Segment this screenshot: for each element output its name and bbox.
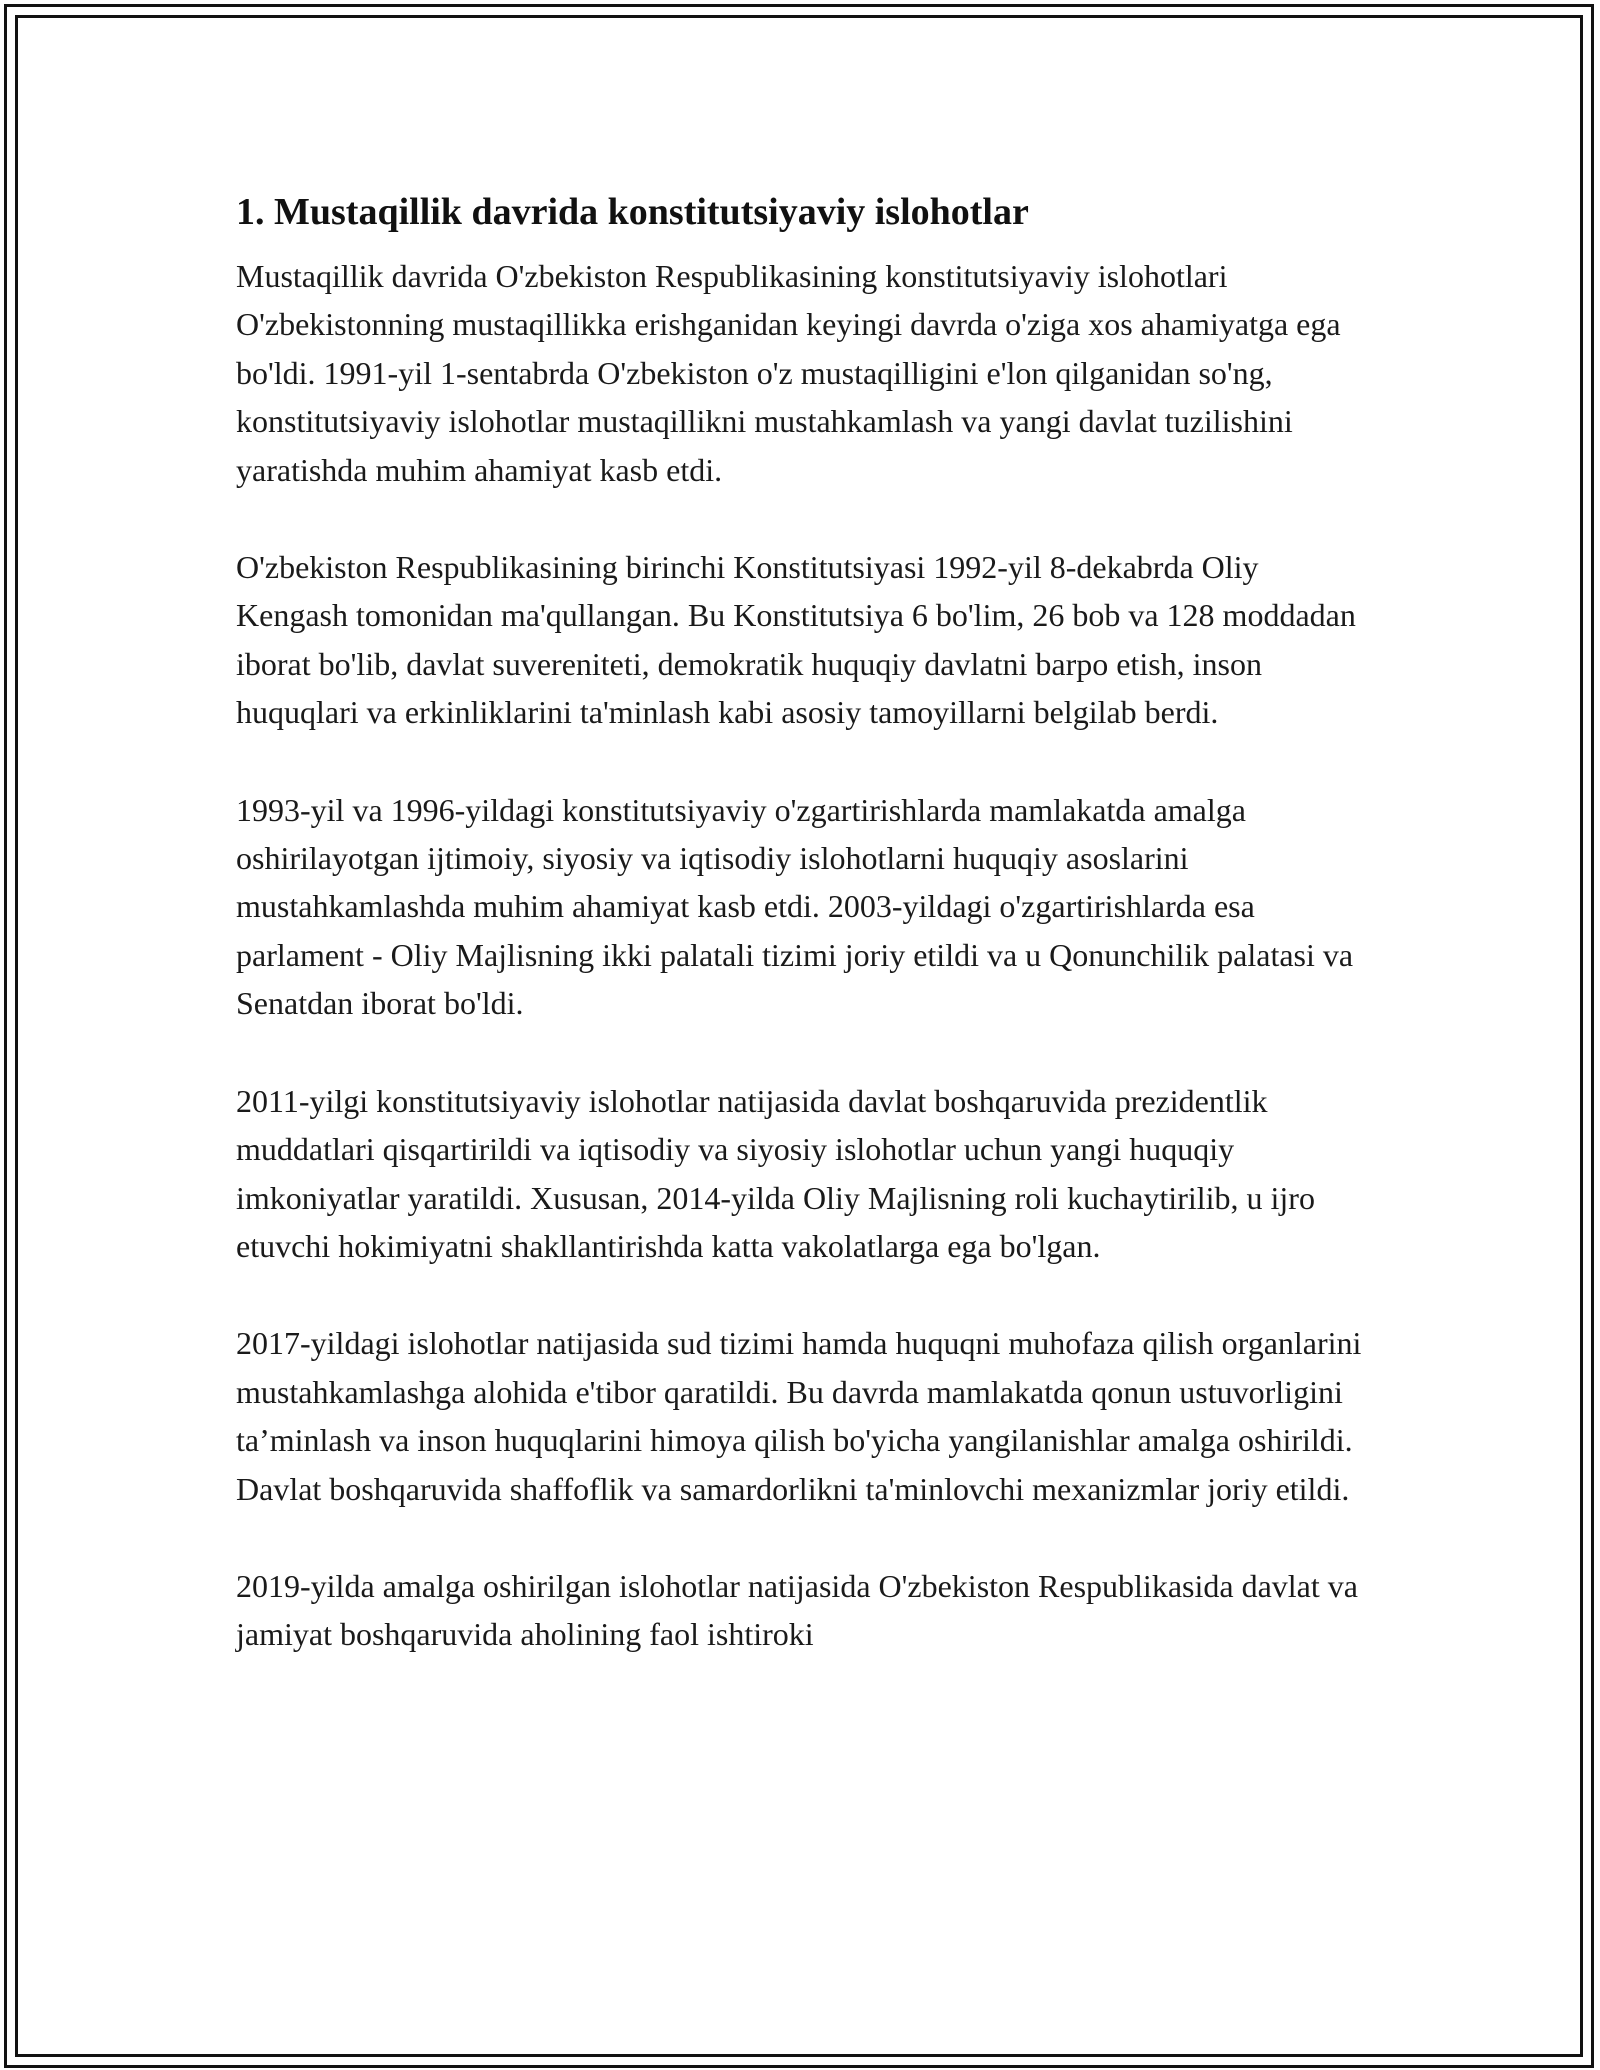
- paragraph-2: O'zbekiston Respublikasining birinchi Konstitutsiyasi 1992-yil 8-dekabrda Oliy Kengash tomonidan ma'qullangan. Bu Konstitutsiya 6 bo'lim, 26 bob va 128 moddadan iborat bo'lib, davlat suvereniteti, demokratik huquqiy davlatni barpo etish, inson huquqlari va erkinliklarini ta'minlash kabi asosiy tamoyillarni belgilab berdi.: [236, 549, 1356, 731]
- paragraph-3: 1993-yil va 1996-yildagi konstitutsiyaviy o'zgartirishlarda mamlakatda amalga oshirilayotgan ijtimoiy, siyosiy va iqtisodiy islohotlarni huquqiy asoslarini mustahkamlashda muhim ahamiyat kasb etdi. 2003-yildagi o'zgartirishlarda esa parlament - Oliy Majlisning ikki palatali tizimi joriy etildi va u Qonunchilik palatasi va Senatdan iborat bo'ldi.: [236, 791, 1354, 1022]
- paragraph-5: 2017-yildagi islohotlar natijasida sud tizimi hamda huquqni muhofaza qilish organlarini mustahkamlashga alohida e'tibor qaratildi. Bu davrda mamlakatda qonun ustuvorligini ta’minlash va inson huquqlarini himoya qilish bo'yicha yangilanishlar amalga oshirildi. Davlat boshqaruvida shaffoflik va samardorlikni ta'minlovchi mexanizmlar joriy etildi.: [236, 1325, 1362, 1507]
- paragraph-4: 2011-yilgi konstitutsiyaviy islohotlar natijasida davlat boshqaruvida prezidentlik muddatlari qisqartirildi va iqtisodiy va siyosiy islohotlar uchun yangi huquqiy imkoniyatlar yaratildi. Xususan, 2014-yilda Oliy Majlisning roli kuchaytirilib, u ijro etuvchi hokimiyatni shakllantirishda katta vakolatlarga ega bo'lgan.: [236, 1082, 1315, 1264]
- paragraph-1: Mustaqillik davrida O'zbekiston Respublikasining konstitutsiyaviy islohotlari O'zbekistonning mustaqillikka erishganidan keyingi davrda o'ziga xos ahamiyatga ega bo'ldi. 1991-yil 1-sentabrda O'zbekiston o'z mustaqilligini e'lon qilganidan so'ng, konstitutsiyaviy islohotlar mustaqillikni mustahkamlash va yangi davlat tuzilishini yaratishda muhim ahamiyat kasb etdi.: [236, 258, 1341, 488]
- document-body: [236, 186, 1366, 1708]
- section-heading: 1. Mustaqillik davrida konstitutsiyaviy islohotlar: [236, 191, 1029, 233]
- paragraph-6: 2019-yilda amalga oshirilgan islohotlar natijasida O'zbekiston Respublikasida davlat va jamiyat boshqaruvida aholining faol ishtiroki: [236, 1567, 1358, 1653]
